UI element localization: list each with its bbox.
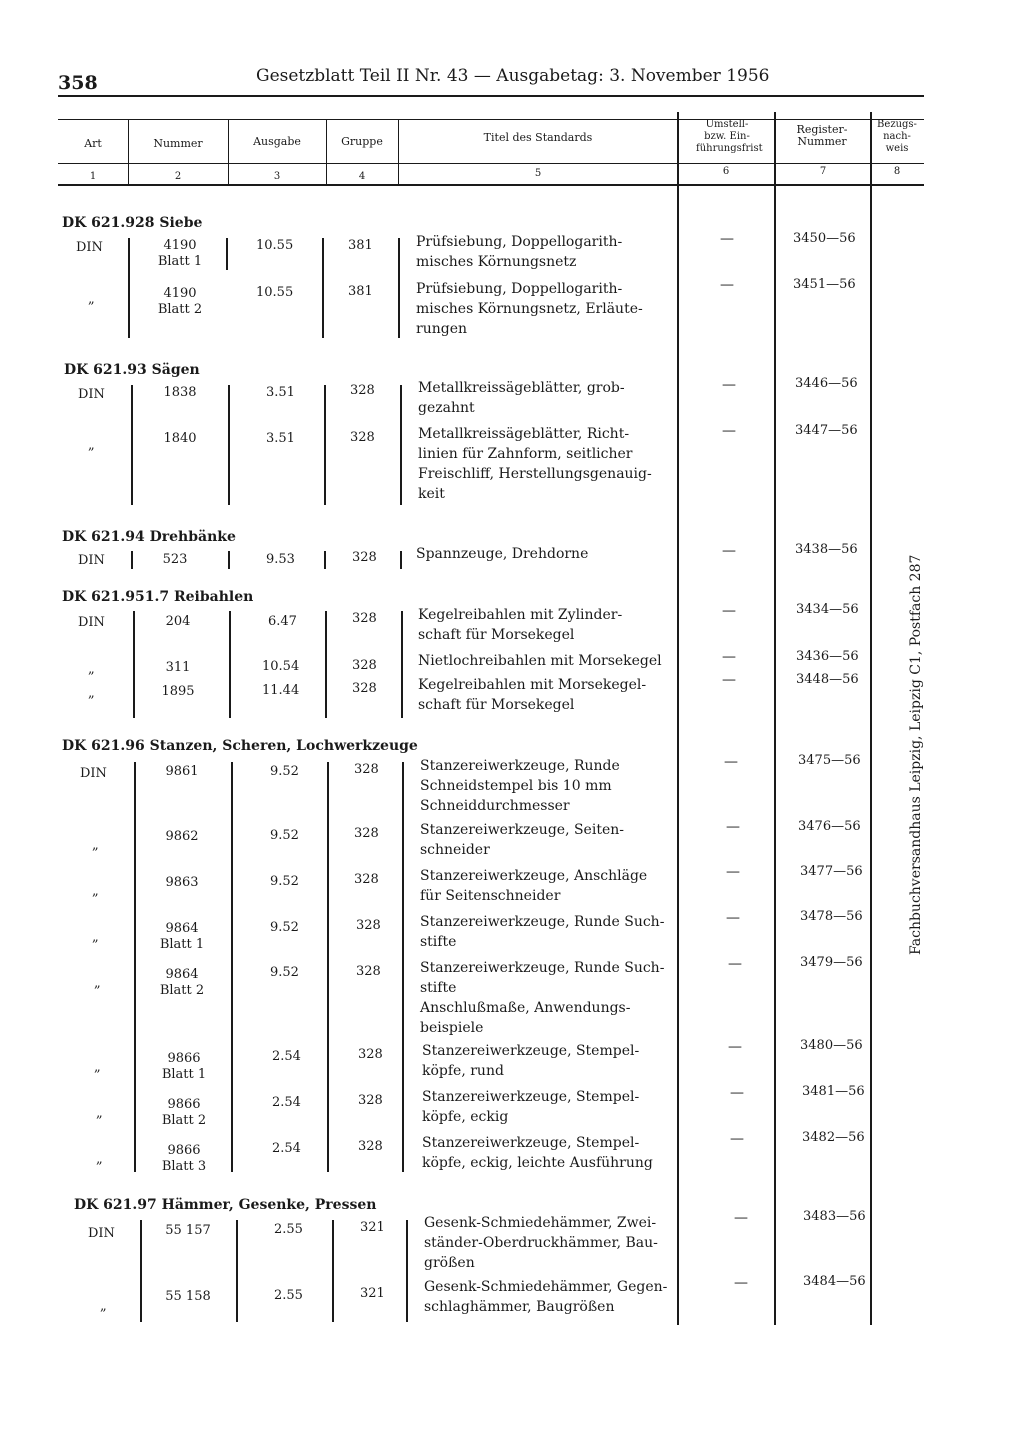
cell-nummer — [144, 1141, 224, 1177]
col-header-frist: Umstell- bzw. Ein- führungsfrist — [696, 119, 763, 154]
cell-nummer-line: 9861 — [165, 764, 199, 779]
cell-ausgabe: 3.51 — [266, 385, 295, 400]
cell-gruppe: 328 — [358, 1093, 383, 1108]
row-rule — [131, 385, 133, 505]
row-rule — [228, 551, 230, 569]
cell-frist: — — [722, 543, 736, 559]
side-note: Fachbuchversandhaus Leipzig, Leipzig C1, Postfach 287 — [908, 554, 924, 955]
cell-art: DIN — [78, 615, 105, 630]
title-line: köpfe, eckig, leichte Ausführung — [422, 1155, 653, 1171]
title-line: Kegelreibahlen mit Morsekegel- — [418, 677, 647, 693]
row-rule — [228, 385, 230, 505]
title-line: schaft für Morsekegel — [418, 697, 575, 713]
cell-ausgabe: 10.54 — [262, 659, 300, 674]
title-line: Kegelreibahlen mit Zylinder- — [418, 607, 623, 623]
cell-nummer-line: 55 157 — [165, 1223, 211, 1238]
cell-gruppe: 328 — [352, 611, 377, 626]
col-header-titel: Titel des Standards — [483, 131, 593, 144]
cell-ausgabe: 10.55 — [256, 285, 294, 300]
cell-ausgabe: 9.52 — [270, 920, 299, 935]
row-rule — [128, 238, 130, 338]
cell-ausgabe: 2.55 — [274, 1288, 303, 1303]
title-line: Stanzereiwerkzeuge, Stempel- — [422, 1089, 640, 1105]
cell-frist: — — [726, 910, 740, 926]
section-heading: DK 621.97 Hämmer, Gesenke, Pressen — [74, 1197, 377, 1213]
cell-register: 3448—56 — [796, 672, 859, 687]
row-rule — [133, 611, 135, 718]
title-line: Schneidstempel bis 10 mm — [420, 778, 612, 794]
cell-art: „ — [88, 438, 95, 453]
col-number: 3 — [273, 171, 281, 182]
cell-nummer — [140, 429, 220, 449]
cell-nummer — [140, 658, 216, 678]
cell-art: „ — [92, 930, 99, 945]
row-rule — [401, 611, 403, 718]
cell-gruppe: 381 — [348, 238, 373, 253]
cell-gruppe: 328 — [352, 550, 377, 565]
cell-register: 3438—56 — [795, 542, 858, 557]
col-header-gruppe: Gruppe — [341, 135, 383, 148]
cell-frist: — — [734, 1275, 748, 1291]
cell-titel — [420, 958, 682, 1038]
title-line: rungen — [416, 321, 467, 337]
title-line: köpfe, rund — [422, 1063, 504, 1079]
title-line: Metallkreissägeblätter, grob- — [418, 380, 625, 396]
table-rule-top — [58, 119, 924, 120]
cell-register: 3447—56 — [795, 423, 858, 438]
title-line: schlaghämmer, Baugrößen — [424, 1299, 615, 1315]
cell-nummer — [140, 682, 216, 702]
cell-art: DIN — [80, 766, 107, 781]
col-separator — [228, 119, 229, 186]
cell-art: „ — [94, 976, 101, 991]
cell-nummer-line: 9866 — [167, 1051, 201, 1066]
col-number: 7 — [819, 166, 827, 177]
cell-register: 3483—56 — [803, 1209, 866, 1224]
cell-nummer-line: Blatt 3 — [161, 1159, 207, 1174]
cell-titel — [418, 651, 680, 671]
row-rule — [325, 611, 327, 718]
cell-nummer — [144, 1095, 224, 1131]
cell-frist: — — [730, 1131, 744, 1147]
row-rule — [236, 1220, 238, 1322]
cell-frist: — — [726, 864, 740, 880]
cell-titel — [420, 866, 682, 906]
cell-art: DIN — [78, 387, 105, 402]
cell-register: 3450—56 — [793, 231, 856, 246]
title-line: Schneiddurchmesser — [420, 798, 570, 814]
cell-nummer-line: Blatt 1 — [157, 254, 203, 269]
title-line: für Seitenschneider — [420, 888, 561, 904]
title-line: schaft für Morsekegel — [418, 627, 575, 643]
row-rule — [332, 1220, 334, 1322]
cell-art: „ — [94, 1060, 101, 1075]
section-heading: DK 621.951.7 Reibahlen — [62, 589, 254, 605]
title-line: köpfe, eckig — [422, 1109, 509, 1125]
cell-titel — [424, 1277, 686, 1317]
cell-nummer-line: 1840 — [163, 431, 197, 446]
title-line: stifte — [420, 980, 457, 996]
cell-art: DIN — [76, 240, 103, 255]
cell-titel — [422, 1041, 684, 1081]
page-title: Gesetzblatt Teil II Nr. 43 — Ausgabetag: 3. November 1956 — [256, 66, 770, 86]
cell-gruppe: 328 — [350, 383, 375, 398]
cell-nummer — [144, 1049, 224, 1085]
cell-register: 3477—56 — [800, 864, 863, 879]
cell-art: „ — [100, 1299, 107, 1314]
section-heading: DK 621.96 Stanzen, Scheren, Lochwerkzeuge — [62, 738, 418, 754]
col-number: 6 — [722, 166, 730, 177]
row-rule — [131, 551, 133, 569]
cell-gruppe: 321 — [360, 1286, 385, 1301]
title-line: ständer-Oberdruckhämmer, Bau- — [424, 1235, 658, 1251]
row-rule — [400, 385, 402, 505]
cell-nummer-line: 1895 — [161, 684, 195, 699]
cell-titel — [420, 820, 682, 860]
cell-art: „ — [88, 686, 95, 701]
cell-frist: — — [722, 649, 736, 665]
cell-register: 3436—56 — [796, 649, 859, 664]
title-line: linien für Zahnform, seitlicher — [418, 446, 633, 462]
cell-gruppe: 328 — [352, 681, 377, 696]
cell-gruppe: 328 — [354, 762, 379, 777]
cell-titel — [418, 605, 680, 645]
cell-register: 3479—56 — [800, 955, 863, 970]
cell-nummer — [150, 1221, 226, 1241]
cell-gruppe: 328 — [358, 1139, 383, 1154]
title-line: misches Körnungsnetz — [416, 254, 577, 270]
cell-ausgabe: 9.52 — [270, 764, 299, 779]
cell-titel — [422, 1133, 684, 1173]
cell-nummer — [140, 236, 220, 272]
cell-titel — [418, 675, 680, 715]
cell-gruppe: 328 — [352, 658, 377, 673]
title-line: Metallkreissägeblätter, Richt- — [418, 426, 630, 442]
title-line: schneider — [420, 842, 490, 858]
title-line: beispiele — [420, 1020, 484, 1036]
col-separator — [326, 119, 327, 186]
cell-nummer — [142, 762, 222, 782]
cell-nummer — [140, 284, 220, 320]
cell-frist: — — [722, 672, 736, 688]
title-line: stifte — [420, 934, 457, 950]
cell-ausgabe: 2.54 — [272, 1141, 301, 1156]
header-rule-top — [58, 95, 924, 97]
cell-ausgabe: 9.52 — [270, 965, 299, 980]
col-rule-bezug-left — [870, 112, 872, 1325]
cell-titel — [420, 912, 682, 952]
col-header-nummer: Nummer — [153, 137, 203, 150]
cell-art: DIN — [88, 1226, 115, 1241]
col-number: 4 — [358, 171, 366, 182]
title-line: Stanzereiwerkzeuge, Runde — [420, 758, 620, 774]
section-heading: DK 621.93 Sägen — [64, 362, 200, 378]
row-rule — [398, 238, 400, 338]
cell-nummer-line: 9866 — [167, 1097, 201, 1112]
cell-art: „ — [96, 1106, 103, 1121]
title-line: Anschlußmaße, Anwendungs- — [420, 1000, 631, 1016]
cell-ausgabe: 2.54 — [272, 1049, 301, 1064]
cell-register: 3434—56 — [796, 602, 859, 617]
cell-ausgabe: 9.52 — [270, 828, 299, 843]
cell-frist: — — [726, 819, 740, 835]
page-number: 358 — [58, 72, 98, 94]
cell-ausgabe: 6.47 — [268, 614, 297, 629]
cell-titel — [416, 232, 678, 272]
title-line: Stanzereiwerkzeuge, Stempel- — [422, 1135, 640, 1151]
cell-nummer-line: Blatt 2 — [157, 302, 203, 317]
cell-nummer — [142, 827, 222, 847]
cell-gruppe: 328 — [358, 1047, 383, 1062]
cell-titel — [422, 1087, 684, 1127]
cell-nummer-line: Blatt 1 — [161, 1067, 207, 1082]
title-line: Gesenk-Schmiedehämmer, Zwei- — [424, 1215, 657, 1231]
row-rule — [400, 551, 402, 569]
cell-gruppe: 328 — [354, 826, 379, 841]
col-number: 8 — [893, 166, 901, 177]
col-separator — [398, 119, 399, 186]
cell-register: 3446—56 — [795, 376, 858, 391]
cell-frist: — — [720, 231, 734, 247]
col-header-ausgabe: Ausgabe — [253, 135, 301, 148]
cell-nummer — [140, 383, 220, 403]
cell-nummer — [150, 1287, 226, 1307]
cell-register: 3478—56 — [800, 909, 863, 924]
cell-titel — [416, 279, 678, 339]
cell-ausgabe: 10.55 — [256, 238, 294, 253]
cell-register: 3476—56 — [798, 819, 861, 834]
cell-register: 3484—56 — [803, 1274, 866, 1289]
cell-gruppe: 381 — [348, 284, 373, 299]
col-number: 1 — [89, 171, 97, 182]
title-line: Stanzereiwerkzeuge, Anschläge — [420, 868, 648, 884]
col-header-register: Register- Nummer — [796, 123, 848, 148]
cell-nummer-line: 1838 — [163, 385, 197, 400]
cell-nummer-line: 204 — [165, 614, 191, 629]
cell-titel — [420, 756, 682, 816]
title-line: Stanzereiwerkzeuge, Runde Such- — [420, 914, 665, 930]
cell-ausgabe: 11.44 — [262, 683, 300, 698]
cell-nummer-line: 4190 — [163, 286, 197, 301]
cell-frist: — — [724, 754, 738, 770]
col-number: 2 — [174, 171, 182, 182]
title-line: Freischliff, Herstellungsgenauig- — [418, 466, 652, 482]
cell-art: „ — [92, 838, 99, 853]
row-rule — [322, 238, 324, 338]
cell-nummer-line: 9862 — [165, 829, 199, 844]
cell-titel — [418, 378, 680, 418]
cell-nummer — [140, 550, 210, 570]
cell-ausgabe: 2.55 — [274, 1222, 303, 1237]
col-separator — [128, 119, 129, 186]
row-rule — [324, 385, 326, 505]
section-heading: DK 621.94 Drehbänke — [62, 529, 236, 545]
col-number: 5 — [534, 168, 542, 179]
row-rule — [402, 762, 404, 1172]
cell-register: 3475—56 — [798, 753, 861, 768]
cell-gruppe: 321 — [360, 1220, 385, 1235]
cell-gruppe: 328 — [354, 872, 379, 887]
cell-art: DIN — [78, 553, 105, 568]
cell-ausgabe: 9.52 — [270, 874, 299, 889]
cell-gruppe: 328 — [350, 430, 375, 445]
title-line: keit — [418, 486, 445, 502]
cell-art: „ — [96, 1152, 103, 1167]
cell-titel — [418, 424, 680, 504]
title-line: Stanzereiwerkzeuge, Runde Such- — [420, 960, 665, 976]
cell-nummer-line: 9863 — [165, 875, 199, 890]
cell-frist: — — [720, 277, 734, 293]
cell-nummer-line: 311 — [165, 660, 191, 675]
cell-register: 3480—56 — [800, 1038, 863, 1053]
cell-nummer-line: Blatt 2 — [161, 1113, 207, 1128]
cell-art: „ — [92, 884, 99, 899]
cell-ausgabe: 2.54 — [272, 1095, 301, 1110]
row-rule — [406, 1220, 408, 1322]
cell-gruppe: 328 — [356, 918, 381, 933]
cell-frist: — — [734, 1210, 748, 1226]
cell-titel — [424, 1213, 686, 1273]
title-line: Nietlochreibahlen mit Morsekegel — [418, 653, 662, 669]
section-heading: DK 621.928 Siebe — [62, 215, 203, 231]
cell-register: 3481—56 — [802, 1084, 865, 1099]
row-rule — [231, 762, 233, 1172]
row-rule — [327, 762, 329, 1172]
title-line: Stanzereiwerkzeuge, Stempel- — [422, 1043, 640, 1059]
table-rule-bottom — [58, 184, 924, 186]
cell-nummer-line: 55 158 — [165, 1289, 211, 1304]
row-rule — [134, 762, 136, 1172]
cell-frist: — — [722, 603, 736, 619]
col-header-bezug: Bezugs- nach- weis — [877, 119, 917, 154]
cell-frist: — — [722, 377, 736, 393]
title-line: misches Körnungsnetz, Erläute- — [416, 301, 643, 317]
cell-nummer-line: 523 — [162, 552, 188, 567]
cell-frist: — — [722, 423, 736, 439]
title-line: Spannzeuge, Drehdorne — [416, 546, 589, 562]
title-line: größen — [424, 1255, 475, 1271]
title-line: gezahnt — [418, 400, 475, 416]
cell-ausgabe: 3.51 — [266, 431, 295, 446]
cell-nummer-line: Blatt 2 — [159, 983, 205, 998]
title-line: Stanzereiwerkzeuge, Seiten- — [420, 822, 624, 838]
col-header-art: Art — [84, 137, 102, 150]
row-rule — [140, 1220, 142, 1322]
cell-nummer — [142, 965, 222, 1001]
cell-nummer-line: Blatt 1 — [159, 937, 205, 952]
row-rule — [226, 238, 228, 270]
title-line: Prüfsiebung, Doppellogarith- — [416, 234, 623, 250]
cell-nummer-line: 9864 — [165, 921, 199, 936]
title-line: Prüfsiebung, Doppellogarith- — [416, 281, 623, 297]
cell-art: „ — [88, 292, 95, 307]
cell-nummer-line: 9864 — [165, 967, 199, 982]
cell-nummer-line: 4190 — [163, 238, 197, 253]
cell-nummer — [140, 612, 216, 632]
col-rule-register-left — [774, 112, 776, 1325]
cell-nummer — [142, 919, 222, 955]
table-rule-mid — [58, 163, 924, 164]
cell-register: 3482—56 — [802, 1130, 865, 1145]
cell-nummer — [142, 873, 222, 893]
cell-register: 3451—56 — [793, 277, 856, 292]
row-rule — [324, 551, 326, 569]
cell-frist: — — [728, 1039, 742, 1055]
cell-gruppe: 328 — [356, 964, 381, 979]
row-rule — [229, 611, 231, 718]
cell-frist: — — [730, 1085, 744, 1101]
cell-nummer-line: 9866 — [167, 1143, 201, 1158]
cell-ausgabe: 9.53 — [266, 552, 295, 567]
title-line: Gesenk-Schmiedehämmer, Gegen- — [424, 1279, 668, 1295]
cell-titel — [416, 544, 678, 564]
cell-frist: — — [728, 956, 742, 972]
cell-art: „ — [88, 662, 95, 677]
